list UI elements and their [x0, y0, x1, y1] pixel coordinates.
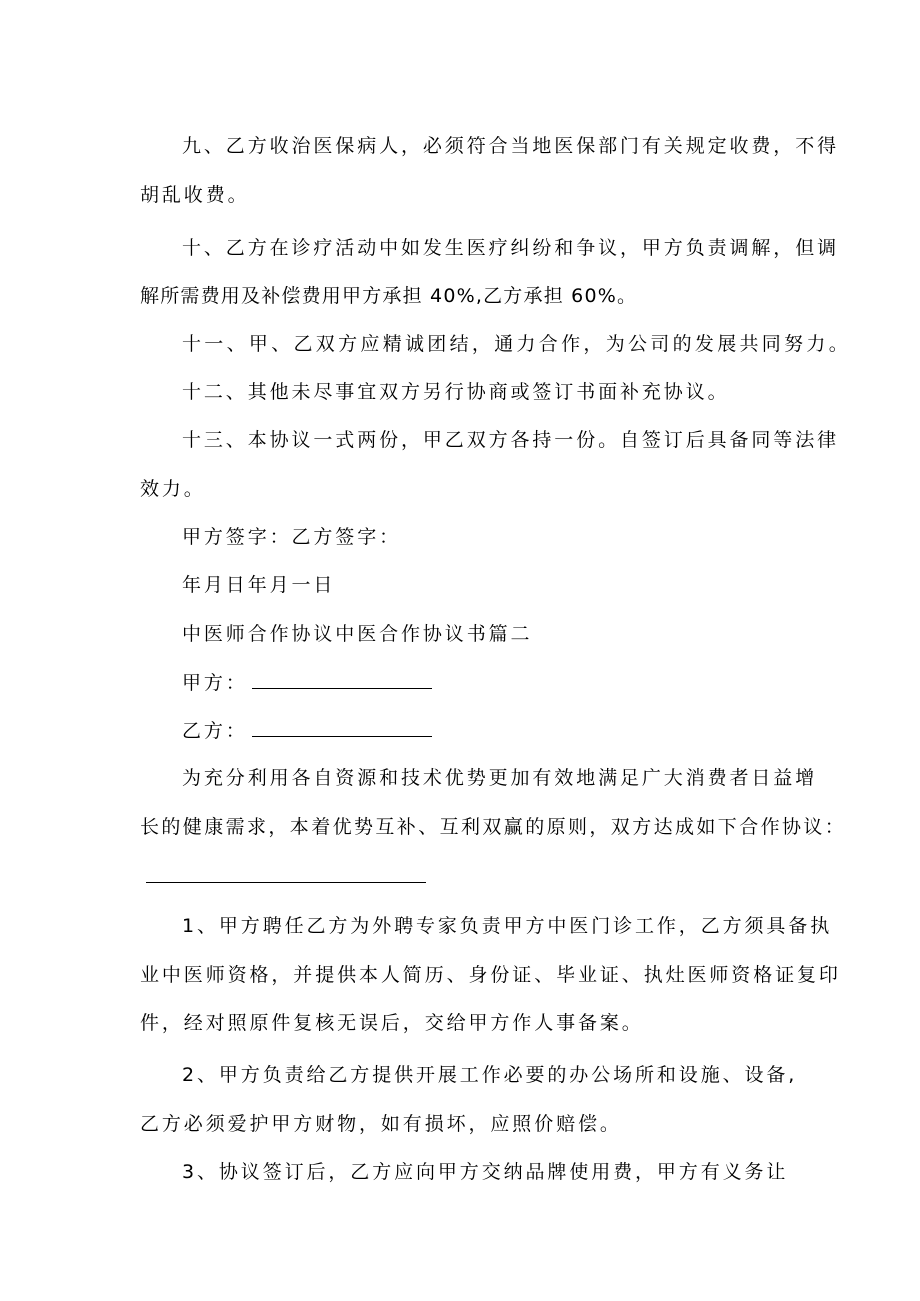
party-a-blank[interactable] — [252, 670, 432, 689]
clause-13-line-1: 十三、本协议一式两份，甲乙双方各持一份。自签订后具备同等法律 — [182, 429, 840, 451]
item-1-line-3: 件，经对照原件复核无误后，交给甲方作人事备案。 — [140, 1012, 644, 1034]
section-title: 中医师合作协议中医合作协议书篇二 — [182, 623, 533, 645]
party-b-label: 乙方： — [182, 720, 248, 742]
clause-10-line-1: 十、乙方在诊疗活动中如发生医疗纠纷和争议，甲方负责调解，但调 — [182, 237, 840, 259]
clause-9-line-1: 九、乙方收治医保病人，必须符合当地医保部门有关规定收费，不得 — [182, 135, 840, 157]
separator-line — [146, 882, 426, 883]
clause-11: 十一、甲、乙双方应精诚团结，通力合作，为公司的发展共同努力。 — [182, 333, 852, 355]
item-2-line-1: 2、甲方负责给乙方提供开展工作必要的办公场所和设施、设备, — [182, 1064, 798, 1086]
party-a-label: 甲方： — [182, 672, 248, 694]
clause-10-line-2: 解所需费用及补偿费用甲方承担 40%,乙方承担 60%。 — [140, 285, 638, 307]
party-b-blank[interactable] — [252, 718, 432, 737]
clause-13-line-2: 效力。 — [140, 478, 206, 500]
item-3-line-1: 3、协议签订后，乙方应向甲方交纳品牌使用费，甲方有义务让 — [182, 1161, 789, 1183]
intro-line-2: 长的健康需求，本着优势互补、互利双赢的原则，双方达成如下合作协议： — [140, 816, 847, 838]
party-a-row — [182, 670, 432, 695]
intro-line-1: 为充分利用各自资源和技术优势更加有效地满足广大消费者日益增 — [182, 767, 818, 789]
item-1-line-1: 1、甲方聘任乙方为外聘专家负责甲方中医门诊工作，乙方须具备执 — [182, 915, 833, 937]
party-b-row — [182, 718, 432, 743]
item-2-line-2: 乙方必须爱护甲方财物，如有损坏，应照价赔偿。 — [140, 1113, 622, 1135]
clause-12: 十二、其他未尽事宜双方另行协商或签订书面补充协议。 — [182, 381, 730, 403]
clause-9-line-2: 胡乱收费。 — [140, 184, 250, 206]
item-1-line-2: 业中医师资格，并提供本人简历、身份证、毕业证、执灶医师资格证复印 — [140, 964, 841, 986]
signature-line: 甲方签字：乙方签字： — [182, 526, 402, 548]
date-line: 年月日年月一日 — [182, 574, 336, 596]
